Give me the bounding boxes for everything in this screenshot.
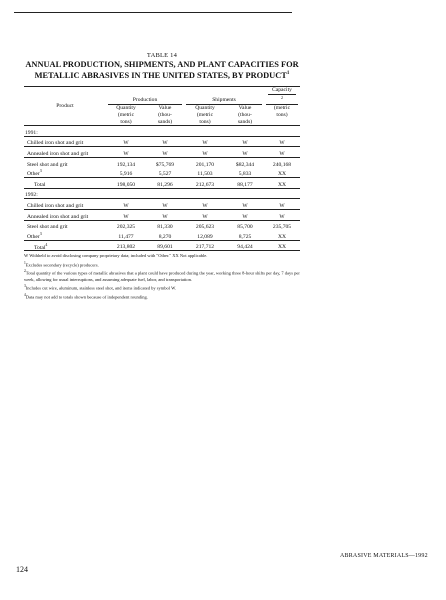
table-title-line-2-text: METALLIC ABRASIVES IN THE UNITED STATES, BY PRODUCT <box>34 71 287 81</box>
footnote-mark: 3 <box>39 168 42 174</box>
note-text: W Withheld to avoid disclosing company proprietary data; included with "Other." XX Not applicable. <box>24 253 208 259</box>
production-value-cell: 81,330 <box>146 220 184 230</box>
production-quantity-cell: 213,802 <box>106 240 146 251</box>
qty-line-1: Quantity <box>195 105 215 112</box>
shipments-header-text: Shipments <box>186 97 262 105</box>
shipments-quantity-cell: 201,170 <box>184 158 226 168</box>
year-label: 1991: <box>25 129 38 136</box>
table-label: TABLE 14 <box>146 52 178 59</box>
production-quantity-cell: 192,134 <box>106 158 146 168</box>
production-value-header <box>146 105 184 125</box>
table-row <box>24 210 300 221</box>
qty-line-3: tons) <box>199 118 211 125</box>
production-value-cell: 5,527 <box>158 171 172 178</box>
capacity-cell: W <box>264 136 300 147</box>
table-title-line-2 <box>24 69 300 80</box>
data-table <box>24 86 300 252</box>
shipments-quantity-cell: W <box>184 210 226 221</box>
product-cell: Chilled iron shot and grit <box>24 136 106 147</box>
production-value-cell: 81,296 <box>146 178 184 189</box>
production-quantity-cell: W <box>106 199 146 210</box>
product-cell <box>24 230 106 240</box>
shipments-quantity-cell: W <box>184 136 226 147</box>
note-2 <box>24 268 300 283</box>
val-line-1: Value <box>238 105 252 112</box>
capacity-header-label: Capacity <box>268 87 296 95</box>
capacity-cell: W <box>264 199 300 210</box>
table-row <box>24 199 300 210</box>
running-footer: ABRASIVE MATERIALS—1992 <box>340 553 428 559</box>
total-row <box>24 240 300 251</box>
production-header <box>106 86 184 105</box>
shipments-value-cell: 5,833 <box>238 171 252 178</box>
table-row <box>24 158 300 168</box>
shipments-quantity-cell: 12,089 <box>197 233 213 240</box>
qty-line-3: tons) <box>120 118 132 125</box>
product-cell <box>24 168 106 178</box>
note-text: Excludes secondary (recycle) producers. <box>25 262 99 268</box>
product-text: Other <box>27 171 40 178</box>
table-title <box>24 60 300 81</box>
table-14 <box>24 52 300 301</box>
table-row <box>24 230 300 240</box>
shipments-quantity-cell: 11,503 <box>197 171 213 178</box>
shipments-quantity-cell: W <box>184 199 226 210</box>
note-mark: 3 <box>24 284 26 289</box>
note-1 <box>24 260 300 269</box>
capacity-cell: XX <box>277 233 287 240</box>
table-title-footnote-mark: 1 <box>286 71 290 77</box>
shipments-quantity-cell: W <box>184 147 226 158</box>
production-value-cell: 89,601 <box>146 240 184 251</box>
capacity-unit-header <box>264 105 300 125</box>
val-line-2: (thou- <box>158 112 172 119</box>
shipments-quantity-cell: 205,623 <box>184 220 226 230</box>
shipments-quantity-cell: 217,712 <box>184 240 226 251</box>
note-text: Data may not add to totals shown because of independent rounding. <box>25 294 148 300</box>
capacity-cell: 240,168 <box>264 158 300 168</box>
shipments-value-cell: W <box>226 147 264 158</box>
product-cell: Steel shot and grit <box>24 158 106 168</box>
production-quantity-cell: 11,477 <box>118 233 134 240</box>
capacity-header-text <box>266 87 298 106</box>
note-mark: 4 <box>24 292 26 297</box>
production-header-text: Production <box>108 97 182 105</box>
production-value-cell: W <box>146 199 184 210</box>
capacity-cell: XX <box>277 171 287 178</box>
table-title-line-1: ANNUAL PRODUCTION, SHIPMENTS, AND PLANT CAPACITIES FOR <box>25 60 299 69</box>
capacity-cell: W <box>264 210 300 221</box>
production-value-cell: $75,769 <box>146 158 184 168</box>
shipments-value-cell: 85,700 <box>226 220 264 230</box>
production-value-cell: W <box>146 136 184 147</box>
shipments-value-cell: 8,725 <box>238 233 252 240</box>
product-cell: Chilled iron shot and grit <box>24 199 106 210</box>
product-text: Other <box>27 233 40 240</box>
total-label: Total <box>24 178 106 189</box>
footnote-mark: 4 <box>45 241 48 247</box>
shipments-quantity-cell: 212,673 <box>184 178 226 189</box>
total-text: Total <box>34 244 46 251</box>
production-quantity-cell: 5,916 <box>119 171 133 178</box>
note-text: Total quantity of the various types of metallic abrasives that a plant could have produced during the year, working three 8-hour shifts per day, 7 days per week, allowing for usual interruptions, and assuming adequate fuel, labor, and transportation. <box>24 270 300 282</box>
header-group-row <box>24 86 300 105</box>
product-cell: Annealed iron shot and grit <box>24 210 106 221</box>
shipments-value-cell: 88,177 <box>226 178 264 189</box>
product-cell: Annealed iron shot and grit <box>24 147 106 158</box>
cap-line-2: tons) <box>276 112 288 119</box>
shipments-header <box>184 86 264 105</box>
note-text: Includes cut wire, aluminum, stainless steel shot, and items indicated by symbol W. <box>25 285 177 291</box>
val-line-3: sands) <box>157 118 173 125</box>
page-number: 124 <box>16 565 28 574</box>
shipments-value-header <box>226 105 264 125</box>
shipments-value-cell: 94,424 <box>226 240 264 251</box>
production-quantity-cell: 202,325 <box>106 220 146 230</box>
note-mark: 2 <box>24 269 26 274</box>
table-row <box>24 136 300 147</box>
year-row-1991 <box>24 126 300 137</box>
production-value-cell: W <box>146 147 184 158</box>
capacity-cell: 235,705 <box>264 220 300 230</box>
shipments-quantity-header <box>184 105 226 125</box>
production-quantity-cell: W <box>106 210 146 221</box>
val-line-1: Value <box>158 105 172 112</box>
year-label: 1992: <box>24 188 300 199</box>
qty-line-2: (metric <box>117 112 135 119</box>
note-3 <box>24 283 300 292</box>
top-rule <box>14 12 292 13</box>
note-4 <box>24 292 300 301</box>
capacity-cell: XX <box>264 178 300 189</box>
note-mark: 1 <box>24 260 26 265</box>
total-label <box>24 240 106 251</box>
table-row <box>24 220 300 230</box>
capacity-cell: XX <box>264 240 300 251</box>
production-quantity-cell: W <box>106 136 146 147</box>
val-line-3: sands) <box>237 118 253 125</box>
table-notes <box>24 253 300 300</box>
shipments-value-cell: $82,344 <box>226 158 264 168</box>
capacity-cell: W <box>264 147 300 158</box>
capacity-footnote-mark: 2 <box>281 94 283 100</box>
product-header: Product <box>24 86 106 126</box>
production-value-cell: 8,270 <box>158 233 172 240</box>
shipments-value-cell: W <box>226 199 264 210</box>
product-cell: Steel shot and grit <box>24 220 106 230</box>
shipments-value-cell: W <box>226 136 264 147</box>
total-row <box>24 178 300 189</box>
year-row-1992 <box>24 188 300 199</box>
table-row <box>24 168 300 178</box>
cap-line-1: (metric <box>273 105 291 112</box>
production-quantity-cell: 198,050 <box>106 178 146 189</box>
footnote-mark: 3 <box>39 230 42 236</box>
shipments-value-cell: W <box>226 210 264 221</box>
production-value-cell: W <box>146 210 184 221</box>
production-quantity-cell: W <box>106 147 146 158</box>
val-line-2: (thou- <box>238 112 252 119</box>
production-quantity-header <box>106 105 146 125</box>
table-row <box>24 147 300 158</box>
qty-line-2: (metric <box>196 112 214 119</box>
capacity-header <box>264 86 300 105</box>
qty-line-1: Quantity <box>116 105 136 112</box>
